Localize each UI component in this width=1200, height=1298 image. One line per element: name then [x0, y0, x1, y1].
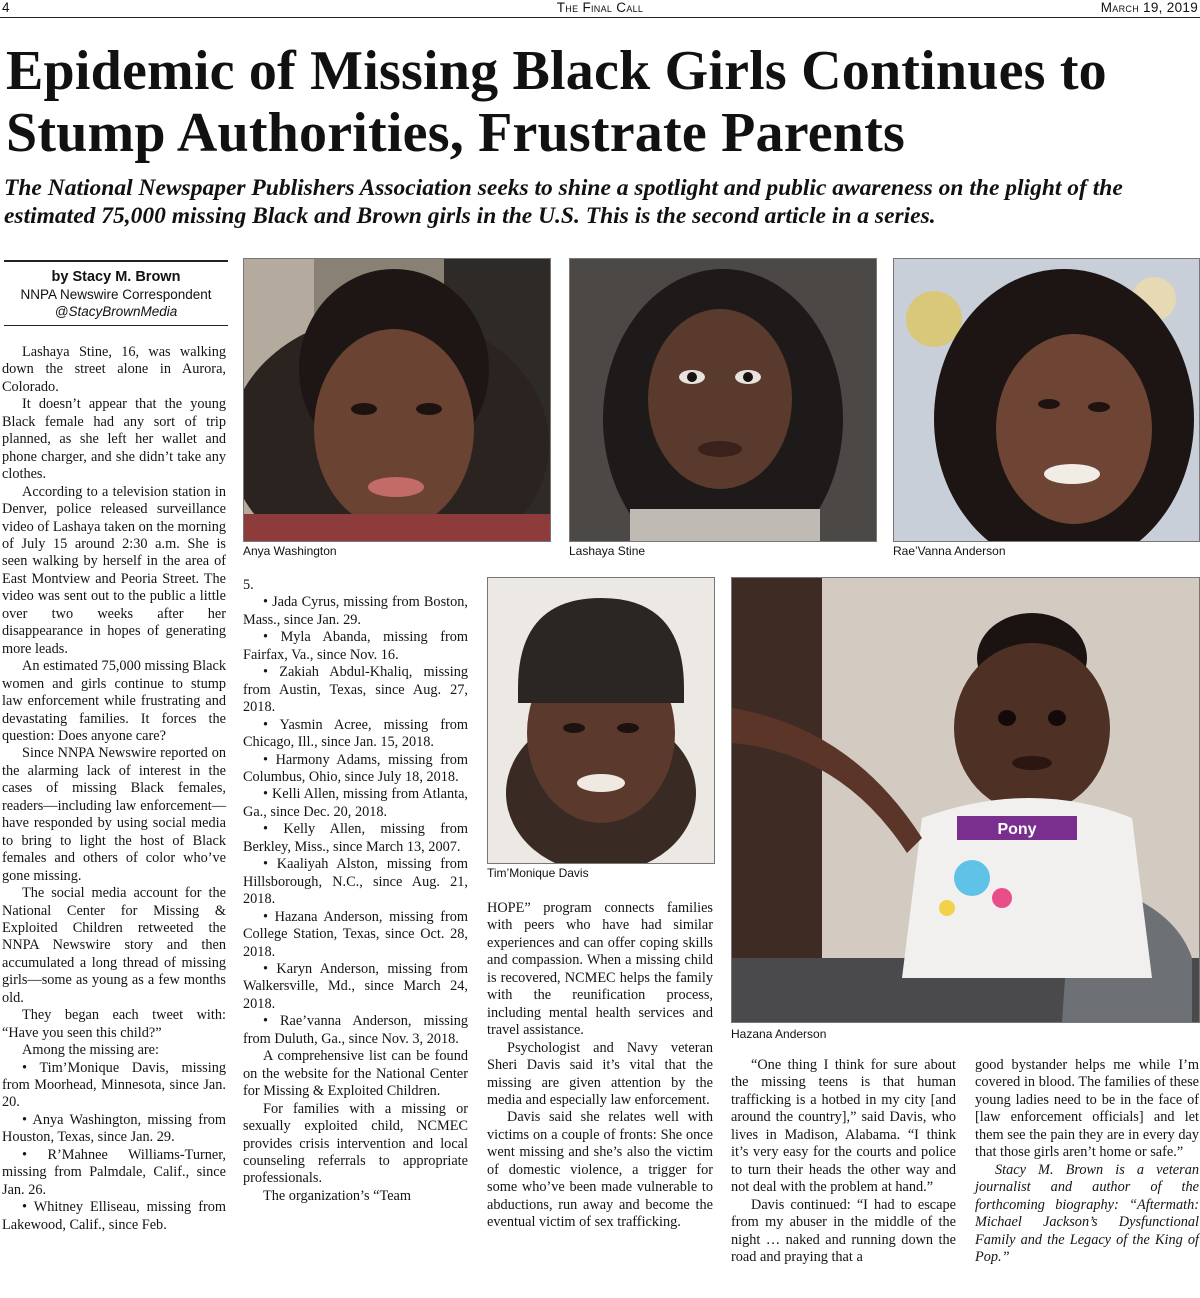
- photo-timonique-davis: [487, 577, 715, 864]
- caption-anya-washington: Anya Washington: [243, 544, 337, 558]
- paragraph: Among the missing are:: [22, 1042, 159, 1059]
- author-handle: @StacyBrownMedia: [54, 304, 178, 319]
- paragraph: 5.: [243, 577, 254, 593]
- paragraph: Davis continued: “I had to escape from my abuser in the middle of the night … naked and running down the road and praying that a: [731, 1196, 956, 1265]
- paragraph: • Rae’vanna Anderson, missing from Duluth, Ga., since Nov. 3, 2018.: [243, 1013, 468, 1047]
- photo-hazana-anderson: [731, 577, 1200, 1023]
- byline: [4, 260, 228, 326]
- paragraph: HOPE” program connects families with peers who have had similar experiences and can offer coping skills and compassion. When a missing child is recovered, NCMEC helps the family with the reunification process, including mental health services and travel assistance.: [487, 900, 713, 1039]
- paragraph: Since NNPA Newswire reported on the alarming lack of interest in the cases of missing Black females, readers—including law enforcement—have responded by using social media to bring to light the host of Black females and others of color who’ve gone missing.: [2, 745, 226, 884]
- article-column-1: [2, 344, 226, 1234]
- article-column-5: [975, 1057, 1199, 1266]
- article-column-2: [243, 577, 468, 1205]
- author-name: by Stacy M. Brown: [51, 269, 181, 285]
- paragraph: The organization’s “Team: [263, 1187, 412, 1204]
- paragraph: Davis said she relates well with victims on a couple of fronts: She once went missing and she’s also the victim of domestic violence, a trigger for some who’ve been made vulnerable to abductions, run away and become the eventual victim of sex trafficking.: [487, 1109, 713, 1231]
- paragraph: Psychologist and Navy veteran Sheri Davis said it’s vital that the missing are given attention by the media and especially law enforcement.: [487, 1039, 713, 1108]
- publication-name: The Final Call: [556, 0, 644, 15]
- portrait-image: [488, 578, 714, 863]
- caption-timonique-davis: Tim’Monique Davis: [487, 866, 589, 880]
- page-number: 4: [2, 0, 10, 15]
- author-title: NNPA Newswire Correspondent: [20, 287, 212, 302]
- photo-anya-washington: [243, 258, 551, 542]
- paragraph: • Jada Cyrus, missing from Boston, Mass., since Jan. 29.: [243, 594, 468, 628]
- paragraph: • Myla Abanda, missing from Fairfax, Va., since Nov. 16.: [243, 629, 468, 663]
- paragraph: • R’Mahnee Williams-Turner, missing from Palmdale, Calif., since Jan. 26.: [2, 1146, 226, 1198]
- caption-lashaya-stine: Lashaya Stine: [569, 544, 646, 558]
- shirt-print-text: Pony: [997, 821, 1037, 838]
- paragraph: • Zakiah Abdul-Khaliq, missing from Austin, Texas, since Aug. 27, 2018.: [243, 664, 468, 716]
- paragraph: An estimated 75,000 missing Black women and girls continue to stump law enforcement while frustrating and devastating families. It forces the question: Does anyone care?: [2, 658, 226, 744]
- paragraph: “One thing I think for sure about the missing teens is that human trafficking is a hotbed in my city [and around the country],” said Davis, who lives in Madison, Alabama. “I think it’s very easy for the courts and police to turn their heads the other way and not deal with the problem at hand.”: [731, 1057, 956, 1196]
- article-column-3: [487, 900, 713, 1232]
- paragraph: Stacy M. Brown is a veteran journalist and author of the forthcoming biography: “Aftermath: Michael Jackson’s Dysfunctional Family and the Legacy of the King of Pop.”: [975, 1161, 1199, 1265]
- caption-hazana-anderson: Hazana Anderson: [731, 1027, 827, 1041]
- paragraph: The social media account for the National Center for Missing & Exploited Children retweeted the NNPA Newswire story and then accumulated a long thread of missing girls—some as young as a few months old.: [2, 885, 226, 1006]
- paragraph: • Yasmin Acree, missing from Chicago, Ill., since Jan. 15, 2018.: [243, 716, 468, 751]
- paragraph: • Kelli Allen, missing from Atlanta, Ga., since Dec. 20, 2018.: [243, 786, 468, 820]
- paragraph: • Whitney Elliseau, missing from Lakewood, Calif., since Feb.: [2, 1199, 226, 1233]
- paragraph: • Kaaliyah Alston, missing from Hillsborough, N.C., since Aug. 21, 2018.: [243, 856, 468, 908]
- paragraph: • Hazana Anderson, missing from College Station, Texas, since Oct. 28, 2018.: [243, 908, 468, 960]
- portrait-image: [732, 578, 1199, 1022]
- article-column-4: [731, 1057, 956, 1266]
- portrait-image: [570, 259, 876, 541]
- portrait-image: [244, 259, 550, 541]
- paragraph: • Tim’Monique Davis, missing from Moorhead, Minnesota, since Jan. 20.: [2, 1059, 226, 1111]
- running-head: [0, 0, 1200, 18]
- paragraph: They began each tweet with: “Have you seen this child?”: [2, 1007, 226, 1041]
- portrait-image: [894, 259, 1199, 541]
- paragraph: According to a television station in Denver, police released surveillance video of Lashaya taken on the morning of July 15 around 2:30 a.m. She is seen walking by herself in the area of East Montview and Peoria Street. The video was sent out to the public a little over two weeks after her disappearance in hopes of generating more leads.: [2, 483, 226, 657]
- paragraph: For families with a missing or sexually exploited child, NCMEC provides crisis intervention and local counseling referrals to appropriate professionals.: [243, 1100, 468, 1187]
- photo-raevanna-anderson: [893, 258, 1200, 542]
- paragraph: good bystander helps me while I’m covered in blood. The families of these young ladies need to be in the face of [law enforcement officials] and let them see the pain they are in every day that those girls aren’t home or safe.”: [975, 1057, 1199, 1161]
- photo-lashaya-stine: [569, 258, 877, 542]
- headline: Epidemic of Missing Black Girls Continues to Stump Authorities, Frustrate Parents: [6, 40, 1107, 164]
- issue-date: March 19, 2019: [1100, 0, 1198, 15]
- paragraph: A comprehensive list can be found on the website for the National Center for Missing & Exploited Children.: [243, 1048, 468, 1100]
- caption-raevanna-anderson: Rae’Vanna Anderson: [893, 544, 1006, 558]
- paragraph: • Anya Washington, missing from Houston, Texas, since Jan. 29.: [2, 1111, 226, 1146]
- paragraph: It doesn’t appear that the young Black female had any sort of trip planned, as she left her wallet and phone charger, and she didn’t take any clothes.: [2, 396, 226, 483]
- paragraph: • Karyn Anderson, missing from Walkersville, Md., since March 24, 2018.: [243, 960, 468, 1012]
- paragraph: Lashaya Stine, 16, was walking down the street alone in Aurora, Colorado.: [2, 344, 226, 395]
- deck: The National Newspaper Publishers Association seeks to shine a spotlight and public awareness on the plight of the estimated 75,000 missing Black and Brown girls in the U.S. This is the second article in a series.: [4, 175, 1123, 229]
- paragraph: • Harmony Adams, missing from Columbus, Ohio, since July 18, 2018.: [243, 751, 468, 785]
- paragraph: • Kelly Allen, missing from Berkley, Miss., since March 13, 2007.: [243, 821, 468, 855]
